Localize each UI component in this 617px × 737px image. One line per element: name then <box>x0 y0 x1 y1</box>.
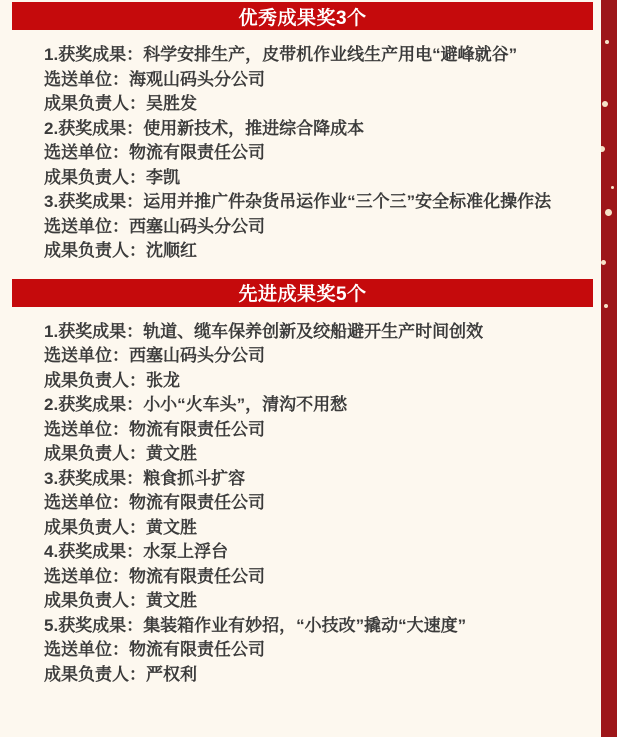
confetti-dot <box>611 186 614 189</box>
achievement-line <box>44 320 587 345</box>
person-label: 成果负责人： <box>44 591 146 610</box>
achievement-value: 轨道、缆车保养创新及绞船避开生产时间创效 <box>143 321 484 341</box>
achievement-line <box>44 43 587 68</box>
person-line <box>44 239 587 264</box>
unit-line <box>44 491 587 516</box>
award-section <box>12 2 593 279</box>
unit-value: 物流有限责任公司 <box>129 640 265 659</box>
achievement-label: 获奖成果： <box>58 395 144 414</box>
award-section <box>12 279 593 703</box>
achievement-label: 获奖成果： <box>58 468 144 488</box>
achievement-value: 运用并推广件杂货吊运作业“三个三”安全标准化操作法 <box>143 192 552 211</box>
person-label: 成果负责人： <box>44 241 146 260</box>
person-value: 黄文胜 <box>146 591 197 610</box>
person-line <box>44 589 587 614</box>
person-value: 黄文胜 <box>146 444 197 463</box>
achievement-value: 小小“火车头”，清沟不用愁 <box>143 395 348 414</box>
achievement-label: 获奖成果： <box>58 118 144 138</box>
person-line <box>44 516 587 541</box>
achievement-line <box>44 467 587 492</box>
unit-value: 物流有限责任公司 <box>129 566 265 586</box>
person-value: 严权利 <box>146 664 197 684</box>
section-body <box>12 30 593 279</box>
item-number: 1. <box>44 45 59 64</box>
unit-value: 西塞山码头分公司 <box>129 216 265 236</box>
person-value: 李凯 <box>146 167 180 187</box>
section-header: 优秀成果奖3个 <box>12 2 593 30</box>
item-number: 2. <box>44 395 59 414</box>
achievement-line <box>44 614 587 639</box>
item-number: 1. <box>44 321 59 341</box>
unit-label: 选送单位： <box>44 143 129 162</box>
unit-label: 选送单位： <box>44 216 129 236</box>
unit-value: 物流有限责任公司 <box>129 493 265 512</box>
unit-label: 选送单位： <box>44 69 129 89</box>
unit-line <box>44 68 587 93</box>
person-label: 成果负责人： <box>44 444 146 463</box>
unit-label: 选送单位： <box>44 640 129 659</box>
person-line <box>44 166 587 191</box>
confetti-dot <box>602 101 608 107</box>
unit-value: 物流有限责任公司 <box>129 143 265 162</box>
person-line <box>44 663 587 688</box>
confetti-dot <box>604 304 608 308</box>
unit-label: 选送单位： <box>44 493 129 512</box>
person-value: 黄文胜 <box>146 517 197 537</box>
confetti-dot <box>605 209 612 216</box>
section-body <box>12 307 593 703</box>
unit-label: 选送单位： <box>44 419 129 439</box>
unit-label: 选送单位： <box>44 566 129 586</box>
person-label: 成果负责人： <box>44 94 146 113</box>
achievement-label: 获奖成果： <box>58 542 144 561</box>
unit-line <box>44 141 587 166</box>
achievement-value: 粮食抓斗扩容 <box>143 468 246 488</box>
section-header: 先进成果奖5个 <box>12 279 593 307</box>
person-value: 吴胜发 <box>146 94 197 113</box>
achievement-value: 科学安排生产，皮带机作业线生产用电“避峰就谷” <box>143 45 518 64</box>
unit-line <box>44 565 587 590</box>
unit-value: 海观山码头分公司 <box>129 69 265 89</box>
unit-line <box>44 215 587 240</box>
person-value: 沈顺红 <box>146 241 197 260</box>
item-number: 3. <box>44 468 59 488</box>
item-number: 5. <box>44 615 59 635</box>
achievement-label: 获奖成果： <box>58 45 144 64</box>
achievement-line <box>44 117 587 142</box>
item-number: 4. <box>44 542 59 561</box>
achievement-line <box>44 393 587 418</box>
unit-label: 选送单位： <box>44 346 129 365</box>
item-number: 2. <box>44 118 59 138</box>
achievement-label: 获奖成果： <box>58 615 144 635</box>
person-line <box>44 92 587 117</box>
achievement-label: 获奖成果： <box>58 321 144 341</box>
achievement-line <box>44 540 587 565</box>
confetti-dot <box>601 260 606 265</box>
right-decorative-band <box>601 0 617 737</box>
person-label: 成果负责人： <box>44 517 146 537</box>
person-line <box>44 369 587 394</box>
unit-value: 物流有限责任公司 <box>129 419 265 439</box>
person-label: 成果负责人： <box>44 370 146 390</box>
unit-line <box>44 418 587 443</box>
person-label: 成果负责人： <box>44 167 146 187</box>
achievement-value: 使用新技术，推进综合降成本 <box>143 118 365 138</box>
unit-value: 西塞山码头分公司 <box>129 346 265 365</box>
person-label: 成果负责人： <box>44 664 146 684</box>
award-announcement <box>12 2 593 702</box>
achievement-value: 集装箱作业有妙招，“小技改”撬动“大速度” <box>143 615 467 635</box>
unit-line <box>44 638 587 663</box>
item-number: 3. <box>44 192 59 211</box>
confetti-dot <box>601 146 605 152</box>
unit-line <box>44 344 587 369</box>
confetti-dot <box>605 40 609 44</box>
achievement-line <box>44 190 587 215</box>
person-value: 张龙 <box>146 370 180 390</box>
person-line <box>44 442 587 467</box>
achievement-label: 获奖成果： <box>58 192 144 211</box>
achievement-value: 水泵上浮台 <box>143 542 229 561</box>
